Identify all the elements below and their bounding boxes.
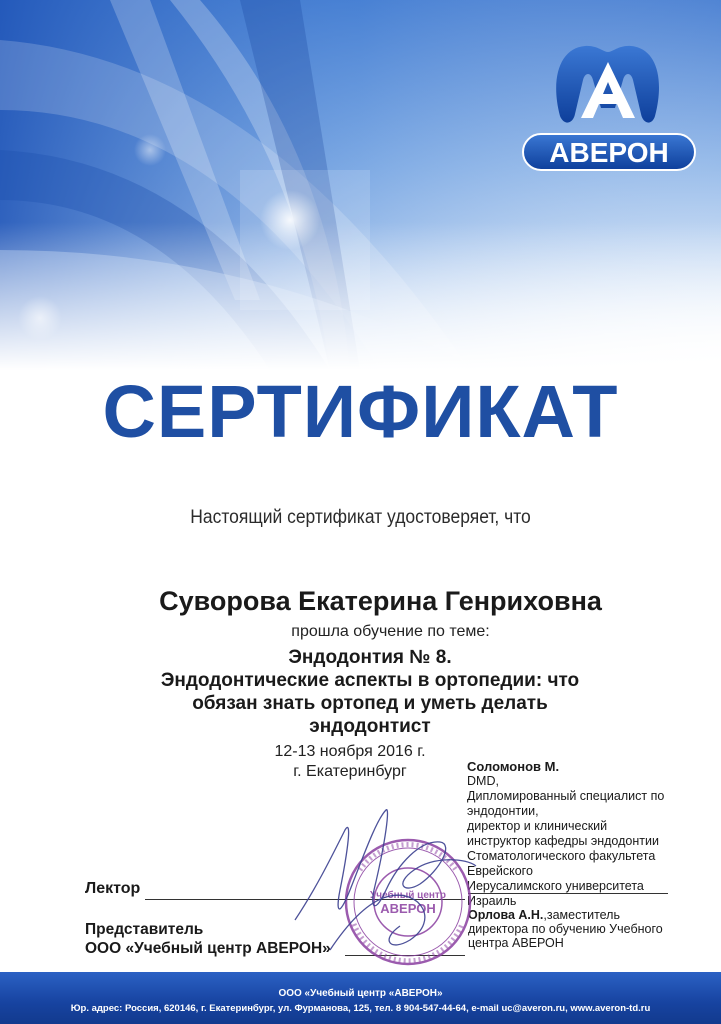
- footer: [0, 972, 721, 1024]
- course-date: 12-13 ноября 2016 г.: [274, 743, 426, 760]
- logo-text: АВЕРОН: [549, 137, 669, 168]
- topic-line: Эндодонтические аспекты в ортопедии: что: [160, 670, 580, 691]
- representative-label-line: ООО «Учебный центр АВЕРОН»: [85, 940, 331, 957]
- stamp-text: Учебный центр: [370, 890, 446, 901]
- course-date-place: [230, 742, 470, 782]
- footer-org: ООО «Учебный центр «АВЕРОН»: [278, 988, 443, 999]
- lecturer-name: Соломонов М.: [467, 759, 560, 774]
- representative-detail: центра АВЕРОН: [468, 936, 564, 950]
- representative-detail: директора по обучению Учебного: [468, 922, 663, 936]
- lecturer-detail: Стоматологического факультета: [467, 849, 656, 863]
- certificate-title: СЕРТИФИКАТ: [102, 370, 619, 453]
- footer-address: Юр. адрес: Россия, 620146, г. Екатеринбург, ул. Фурманова, 125, тел. 8 904-547-44-64, e-mail uc@averon.ru, www.averon-td.ru: [70, 1003, 651, 1014]
- topic-line: Эндодонтия № 8.: [288, 647, 452, 668]
- topic-line: эндодонтист: [309, 716, 431, 737]
- representative-detail: ,заместитель: [543, 908, 620, 922]
- stamp-text: АВЕРОН: [380, 901, 436, 916]
- lecturer-detail: директор и клинический: [467, 819, 608, 833]
- averon-logo: [515, 38, 700, 178]
- lecturer-detail: Иерусалимского университета: [467, 879, 644, 893]
- trained-on-label: прошла обучение по теме:: [291, 623, 490, 640]
- lecturer-detail: DMD,: [467, 774, 499, 788]
- official-stamp: [290, 800, 510, 990]
- lecturer-detail: Дипломированный специалист по: [467, 789, 665, 803]
- topic-line: обязан знать ортопед и уметь делать: [192, 693, 548, 714]
- lecturer-detail: Еврейского: [467, 864, 533, 878]
- recipient-name: Суворова Екатерина Генриховна: [159, 586, 602, 616]
- lecturer-detail: эндодонтии,: [467, 804, 539, 818]
- signature-mark: [295, 810, 476, 950]
- lecturer-detail: Израиль: [467, 894, 517, 908]
- representative-label-line: Представитель: [85, 921, 204, 938]
- course-topic: [90, 646, 650, 738]
- lecturer-label: Лектор: [85, 880, 141, 897]
- representative-name: Орлова А.Н.: [468, 908, 544, 922]
- certificate-intro: Настоящий сертификат удостоверяет, что: [190, 507, 531, 528]
- lecturer-detail: инструктор кафедры эндодонтии: [467, 834, 659, 848]
- course-city: г. Екатеринбург: [293, 763, 407, 780]
